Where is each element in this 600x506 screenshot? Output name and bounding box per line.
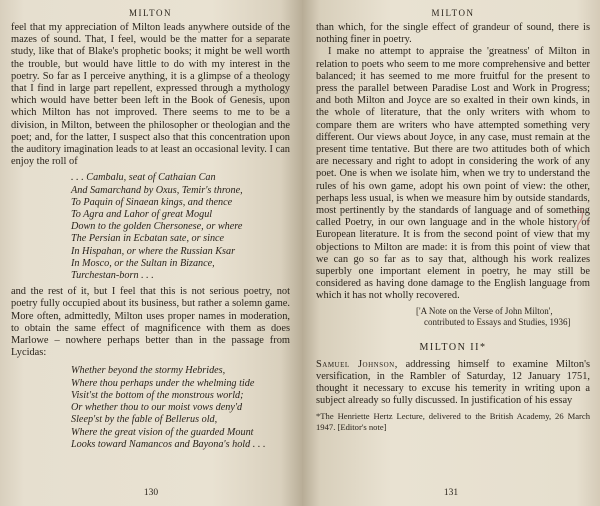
verse-line: Where the great vision of the guarded Mount — [71, 426, 254, 438]
section-lead: Samuel Johnson, — [316, 358, 398, 370]
right-page-number: 131 — [443, 488, 459, 498]
left-running-head: MILTON — [128, 8, 172, 18]
verse-line: Down to the golden Chersonese, or where — [71, 221, 243, 233]
source-citation — [416, 306, 590, 328]
verse-line: Sleep'st by the fable of Bellerus old, — [71, 414, 218, 426]
left-paragraph-1: feel that my appreciation of Milton leads anywhere outside of the mazes of sound. That, I feel, would be the matter for a separate study, like that of Blake's prophetic books; it might be well worth the trouble, but would have little to do with my interest in the poetry. So far as I perceive anything, it is a glimpse of a theology that I find in large part repellent, expressed through a mythology which would have better been left in the Book of Genesis, upon which Milton has not improved. There seems to me to be a division, in Milton, between the philosopher or theologian and the poet; and, for the latter, I suspect also that this concentration upon the auditory imagination leads to at least an occasional levity. I can enjoy the roll of — [11, 22, 290, 168]
verse-line: Whether beyond the stormy Hebrides, — [71, 365, 226, 377]
verse-line: The Persian in Ecbatan sate, or since — [71, 233, 225, 245]
section-title: MILTON II* — [419, 341, 487, 353]
left-paragraph-2: and the rest of it, but I feel that this is not serious poetry, not poetry fully occupied about its business, but rather a solemn game. More often, admittedly, Milton uses proper names in moderation, to obtain the same effect of magnificence with them as does Marlowe – nowhere perhaps better than in the passage from Lycidas: — [11, 286, 290, 359]
verse-line: To Agra and Lahor of great Mogul — [71, 209, 213, 221]
verse-line: Turchestan-born . . . — [71, 270, 154, 282]
left-page-number: 130 — [143, 488, 159, 498]
verse-line: . . . Cambalu, seat of Cathaian Can — [71, 172, 216, 184]
verse-line: Looks toward Namancos and Bayona's hold . . . — [71, 438, 266, 450]
verse-block-2 — [71, 365, 290, 450]
verse-line: Visit'st the bottom of the monstrous world; — [71, 389, 244, 401]
verse-line: In Mosco, or the Sultan in Bizance, — [71, 257, 215, 269]
right-running-head: MILTON — [431, 8, 475, 18]
source-line: ['A Note on the Verse of John Milton', — [416, 305, 553, 316]
verse-line: In Hispahan, or where the Russian Ksar — [71, 245, 236, 257]
verse-block-1 — [71, 172, 290, 282]
verse-line: And Samarchand by Oxus, Temir's throne, — [71, 184, 243, 196]
right-paragraph-3 — [316, 359, 590, 408]
right-paragraph-1: than which, for the single effect of grandeur of sound, there is nothing finer in poetry. — [316, 22, 590, 46]
verse-line: Or whether thou to our moist vows deny'd — [71, 402, 243, 414]
footnote: *The Henriette Hertz Lecture, delivered to the British Academy, 26 March 1947. [Editor's note] — [316, 411, 590, 432]
section-body: addressing himself to examine Milton's versification, in the Rambler of Saturday, 12 January 1751, thought it necessary to excuse his temerity in writing upon a subject already so fully discussed. In justification of his essay — [316, 358, 590, 407]
verse-line: Where thou perhaps under the whelming tide — [71, 377, 255, 389]
verse-line: To Paquin of Sinaean kings, and thence — [71, 196, 233, 208]
source-line: contributed to Essays and Studies, 1936] — [424, 316, 571, 327]
right-page — [302, 0, 600, 506]
right-paragraph-2: I make no attempt to appraise the 'greatness' of Milton in relation to poets who seem to me more comprehensive and better balanced; it has seemed to me more fruitful for the present to press the parallel between Paradise Lost and Work in Progress; and both Milton and Joyce are so exalted in their own kinds, in the whole of literature, that the only writers with whom to compare them are writers who have attempted something very different. Our views about Joyce, in any case, must remain at the present time tentative. But there are two attitudes both of which are necessary and right to adopt in considering the work of any poet. One is when we isolate him, when we try to understand the rules of his own game, adopt his own point of view: the other, perhaps less usual, is when we measure him by outside standards, most pertinently by the standards of language and of something called Poetry, in our own language and in the whole history of European literature. It is from the second point of view that my objections to Milton are made: it is from this point of view that we can go so far as to say that, although his work realizes superbly one important element in poetry, he may still be considered as having done damage to the English language from which it has not wholly recovered. — [316, 46, 590, 302]
